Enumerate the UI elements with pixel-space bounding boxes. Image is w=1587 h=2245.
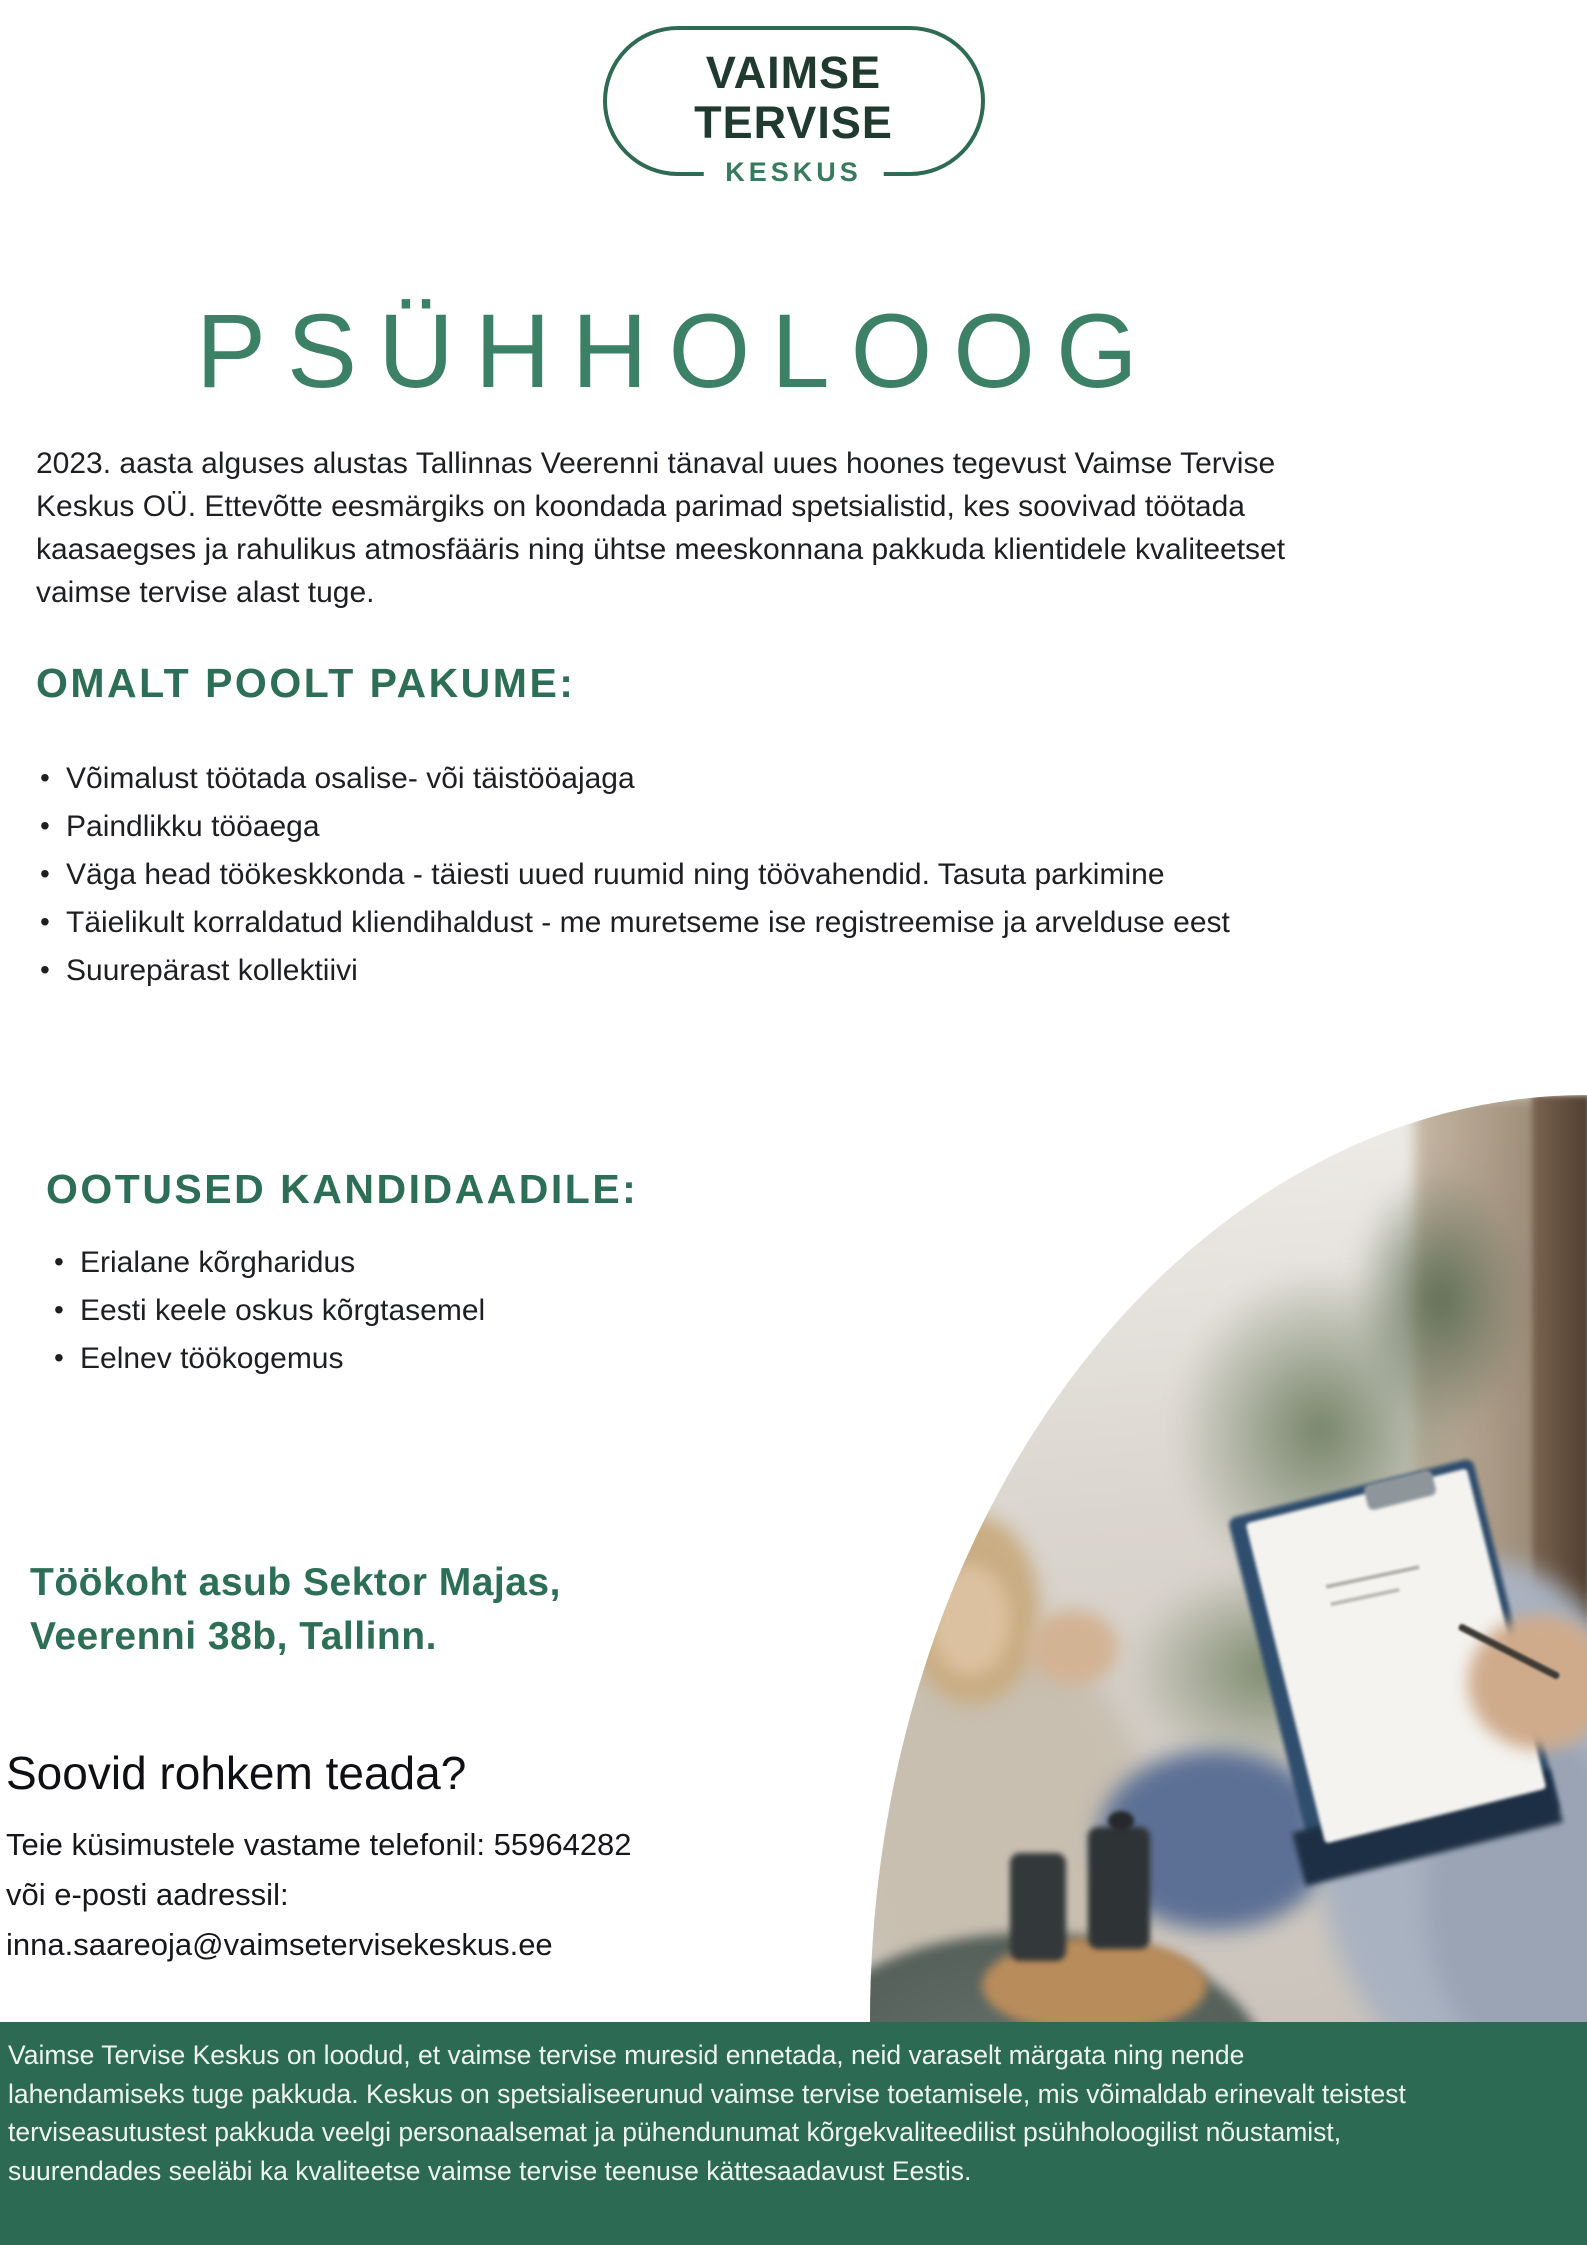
list-item: • Täielikult korraldatud kliendihaldust - me muretseme ise registreemise ja arvelduse eest [38, 906, 1230, 939]
photo-cup [1088, 1827, 1150, 1949]
contact-email-address: inna.saareoja@vaimsetervisekeskus.ee [6, 1927, 553, 1962]
logo-wordmark [607, 30, 981, 148]
list-item: • Väga head töökeskkonda - täiesti uued ruumid ning töövahendid. Tasuta parkimine [38, 858, 1230, 891]
logo-line-tervise: TERVISE [694, 97, 893, 148]
list-item: • Eesti keele oskus kõrgtasemel [52, 1294, 485, 1327]
footer-line: Vaimse Tervise Keskus on loodud, et vaimse tervise muresid ennetada, neid varaselt märgata ning nende [8, 2040, 1245, 2070]
contact-email-intro-line: või e-posti aadressil: [6, 1877, 289, 1912]
therapy-session-photo [870, 1095, 1587, 2022]
photo-client-face [930, 1565, 1010, 1675]
contact-phone-line: Teie küsimustele vastame telefonil: 55964282 [6, 1827, 632, 1862]
contact-heading: Soovid rohkem teada? [6, 1747, 467, 1799]
intro-line: Keskus OÜ. Ettevõtte eesmärgiks on koondada parimad spetsialistid, kes soovivad töötada [36, 490, 1245, 523]
intro-paragraph [36, 442, 1285, 614]
intro-line: vaimse tervise alast tuge. [36, 576, 375, 609]
list-item: • Võimalust töötada osalise- või täistööajaga [38, 762, 1230, 795]
location-line: Veerenni 38b, Tallinn. [30, 1615, 437, 1658]
logo-container [0, 26, 1587, 187]
list-item: • Eelnev töökogemus [52, 1342, 485, 1375]
contact-info [6, 1820, 632, 1970]
offer-section-heading: OMALT POOLT PAKUME: [36, 660, 576, 706]
list-item: • Paindlikku tööaega [38, 810, 1230, 843]
footer-line: suurendades seeläbi ka kvaliteetse vaimse tervise teenuse kättesaadavust Eestis. [8, 2155, 972, 2186]
intro-line: kaasaegses ja rahulikus atmosfääris ning ühtse meeskonnana pakkuda klientidele kvaliteetset [36, 533, 1286, 566]
footer-line: terviseasutustest pakkuda veelgi personaalsemat ja pühendunumat kõrgekvaliteedilist psühholoogilist nõustamist, [8, 2117, 1342, 2147]
list-item: • Suurepärast kollektiivi [38, 954, 1230, 987]
offer-list [38, 762, 1230, 1002]
location-line: Töökoht asub Sektor Majas, [30, 1561, 561, 1604]
expectations-list [52, 1246, 485, 1390]
list-item: • Erialane kõrgharidus [52, 1246, 485, 1279]
workplace-location [30, 1556, 561, 1664]
photo-client-hands [1028, 1610, 1118, 1685]
expectations-section-heading: OOTUSED KANDIDAADILE: [46, 1166, 639, 1212]
photo-plant [1350, 1165, 1530, 1435]
logo-line-vaimse: VAIMSE [705, 47, 882, 98]
vaimse-tervise-keskus-logo [603, 26, 985, 187]
logo-line-keskus: KESKUS [703, 157, 884, 188]
intro-line: 2023. aasta alguses alustas Tallinnas Veerenni tänaval uues hoones tegevust Vaimse Tervise [36, 447, 1276, 480]
photo-cup [1010, 1853, 1066, 1961]
page-title: PSÜHHOLOOG [196, 293, 1159, 410]
footer-line: lahendamiseks tuge pakkuda. Keskus on spetsialiseerunud vaimse tervise toetamisele, mis võimaldab erinevalt teistest [8, 2078, 1406, 2109]
footer-band [0, 2022, 1587, 2245]
photo-cup-lid [1108, 1811, 1134, 1831]
